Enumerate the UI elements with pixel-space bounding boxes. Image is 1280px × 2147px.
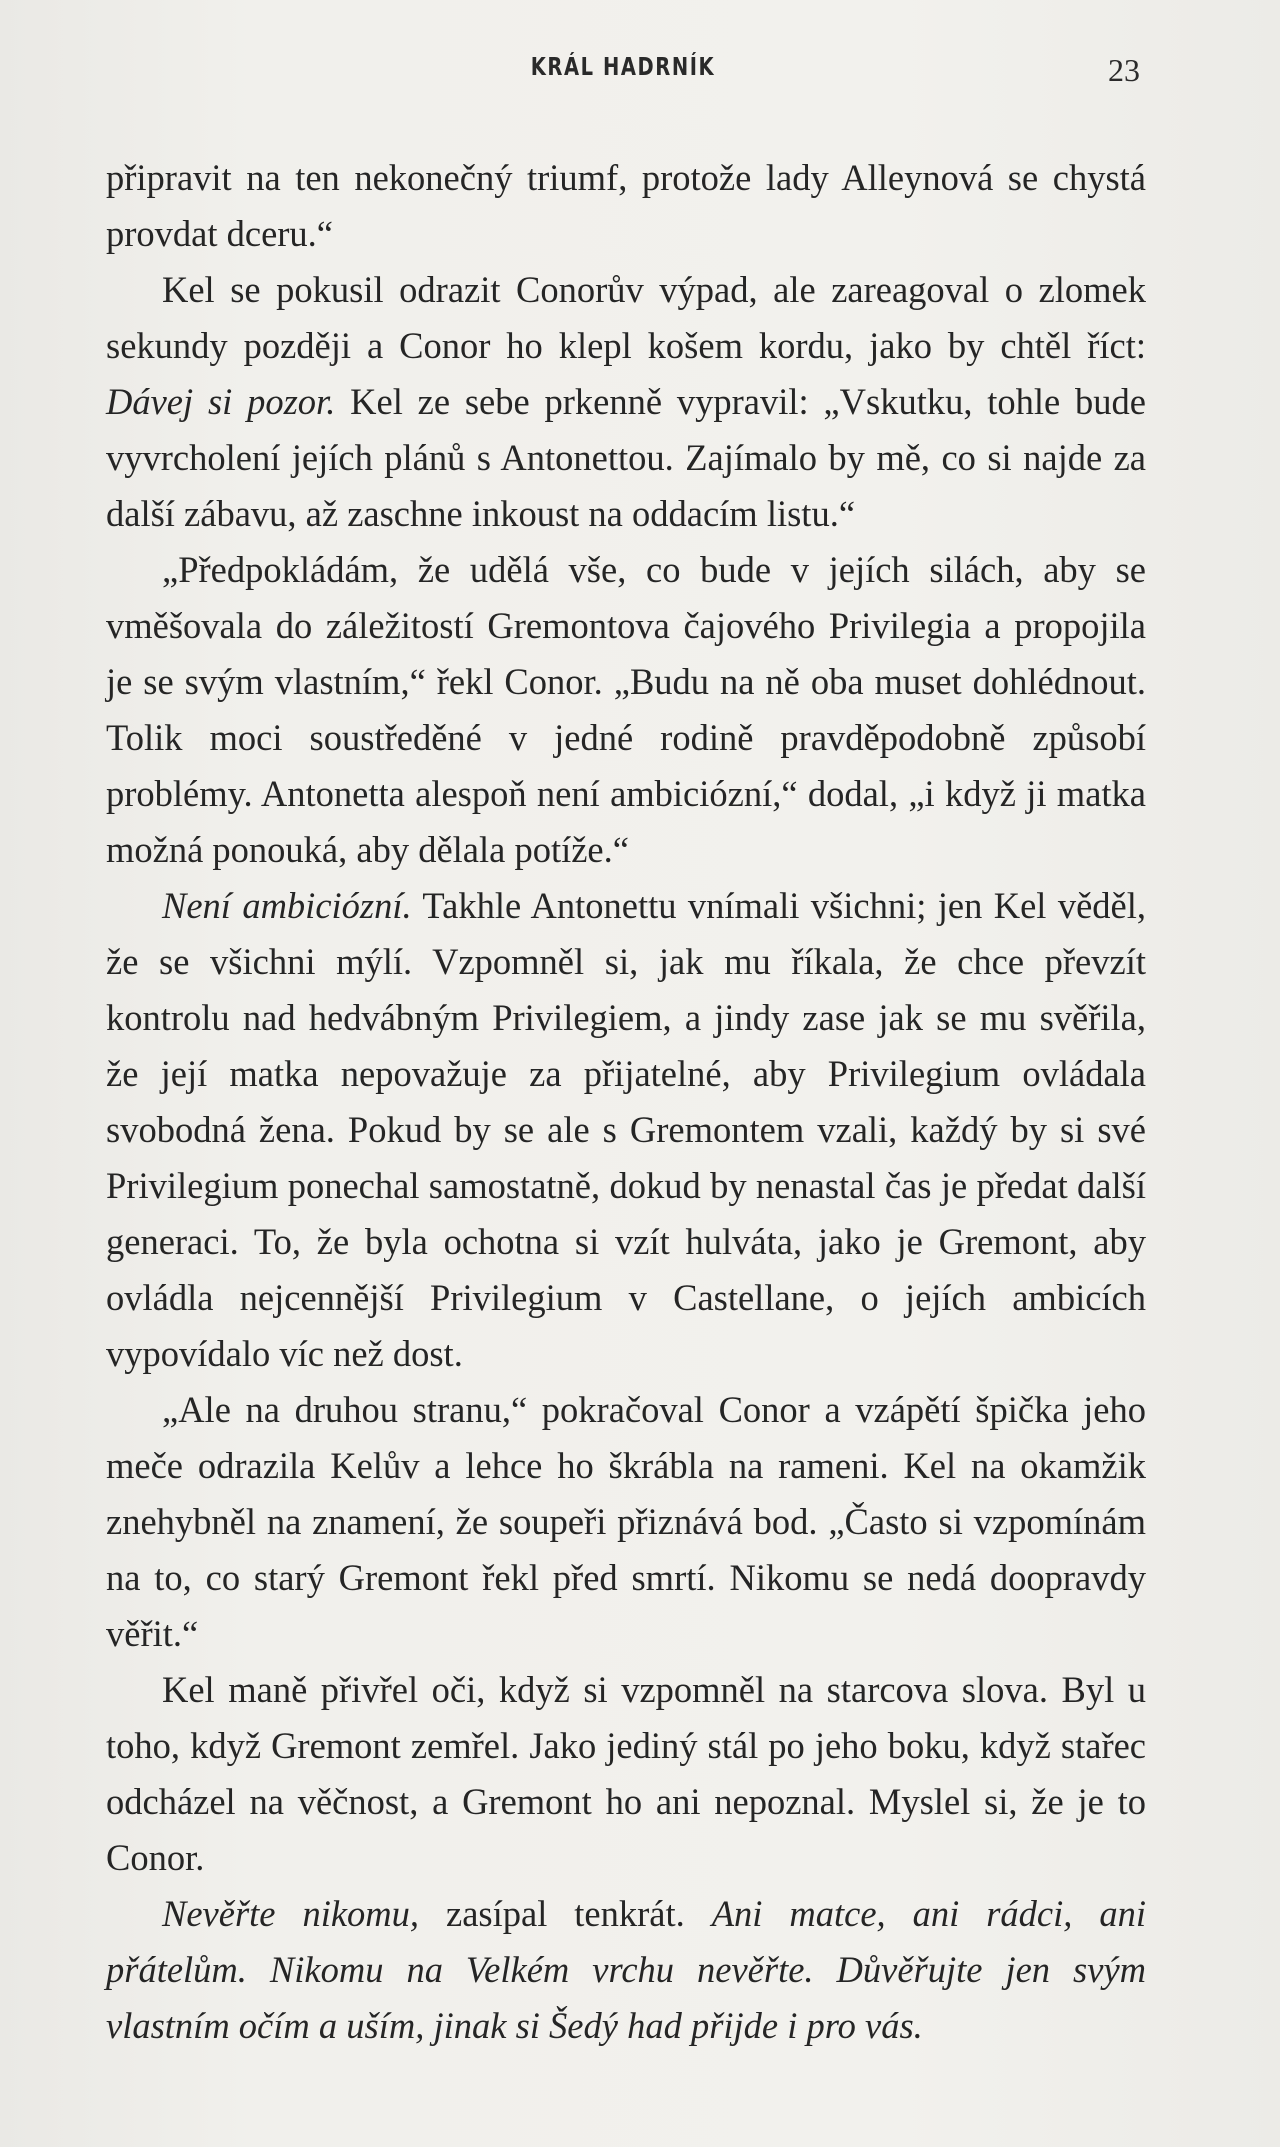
text-run: zasípal tenkrát. [419,1893,712,1934]
text-run: Takhle Antonettu vnímali všichni; jen Kel věděl, že se všichni mýlí. Vzpomněl si, jak mu říkala, že chce převzít kontrolu nad hedvábným Privilegiem, a jindy zase jak se mu svěřila, že její matka nepovažuje za přijatelné, aby Privilegium ovládala svobodná žena. Pokud by se ale s Gremontem vzali, každý by si své Privilegium ponechal samostatně, dokud by nenastal čas je předat další generaci. To, že byla ochotna si vzít hulváta, jako je Gremont, aby ovládla nejcennější Privilegium v Castellane, o jejích ambicích vypovídalo víc než dost. [106,885,1146,1374]
running-head [106,52,1140,92]
paragraph [106,150,1146,262]
page-number: 23 [1108,52,1140,88]
italic-run: Ani matce, ani rádci, ani přátelům. Nikomu na Velkém vrchu nevěřte. Důvěřujte jen svým vlastním očím a uším, jinak si Šedý had přijde i pro vás. [106,1893,1146,2046]
paragraph [106,542,1146,878]
text-run: „Ale na druhou stranu,“ pokračoval Conor a vzápětí špička jeho meče odrazila Kelův a lehce ho škrábla na rameni. Kel na okamžik znehybněl na znamení, že soupeři přiznává bod. „Často si vzpomínám na to, co starý Gremont řekl před smrtí. Nikomu se nedá doopravdy věřit.“ [106,1389,1146,1654]
italic-run: Není ambiciózní. [162,885,412,926]
body-text [106,150,1146,2054]
text-run: Kel se pokusil odrazit Conorův výpad, ale zareagoval o zlomek sekundy později a Conor ho klepl košem kordu, jako by chtěl říct: [106,269,1146,366]
running-title: KRÁL HADRNÍK [530,52,716,81]
paragraph [106,1662,1146,1886]
text-run: připravit na ten nekonečný triumf, protože lady Alleynová se chystá provdat dceru.“ [106,157,1146,254]
paragraph [106,1382,1146,1662]
text-run: Kel maně přivřel oči, když si vzpomněl na starcova slova. Byl u toho, když Gremont zemřel. Jako jediný stál po jeho boku, když stařec odcházel na věčnost, a Gremont ho ani nepoznal. Myslel si, že je to Conor. [106,1669,1146,1878]
italic-run: Nevěřte nikomu, [162,1893,420,1934]
paragraph [106,262,1146,542]
paragraph [106,1886,1146,2054]
text-run: Kel ze sebe prkenně vypravil: „Vskutku, tohle bude vyvrcholení jejích plánů s Antonettou. Zajímalo by mě, co si najde za další zábavu, až zaschne inkoust na oddacím listu.“ [106,381,1146,534]
italic-run: Dávej si pozor. [106,381,336,422]
paragraph [106,878,1146,1382]
text-run: „Předpokládám, že udělá vše, co bude v jejích silách, aby se vměšovala do záležitostí Gremontova čajového Privilegia a propojila je se svým vlastním,“ řekl Conor. „Budu na ně oba muset dohlédnout. Tolik moci soustředěné v jedné rodině pravděpodobně způsobí problémy. Antonetta alespoň není ambiciózní,“ dodal, „i když ji matka možná ponouká, aby dělala potíže.“ [106,549,1146,870]
